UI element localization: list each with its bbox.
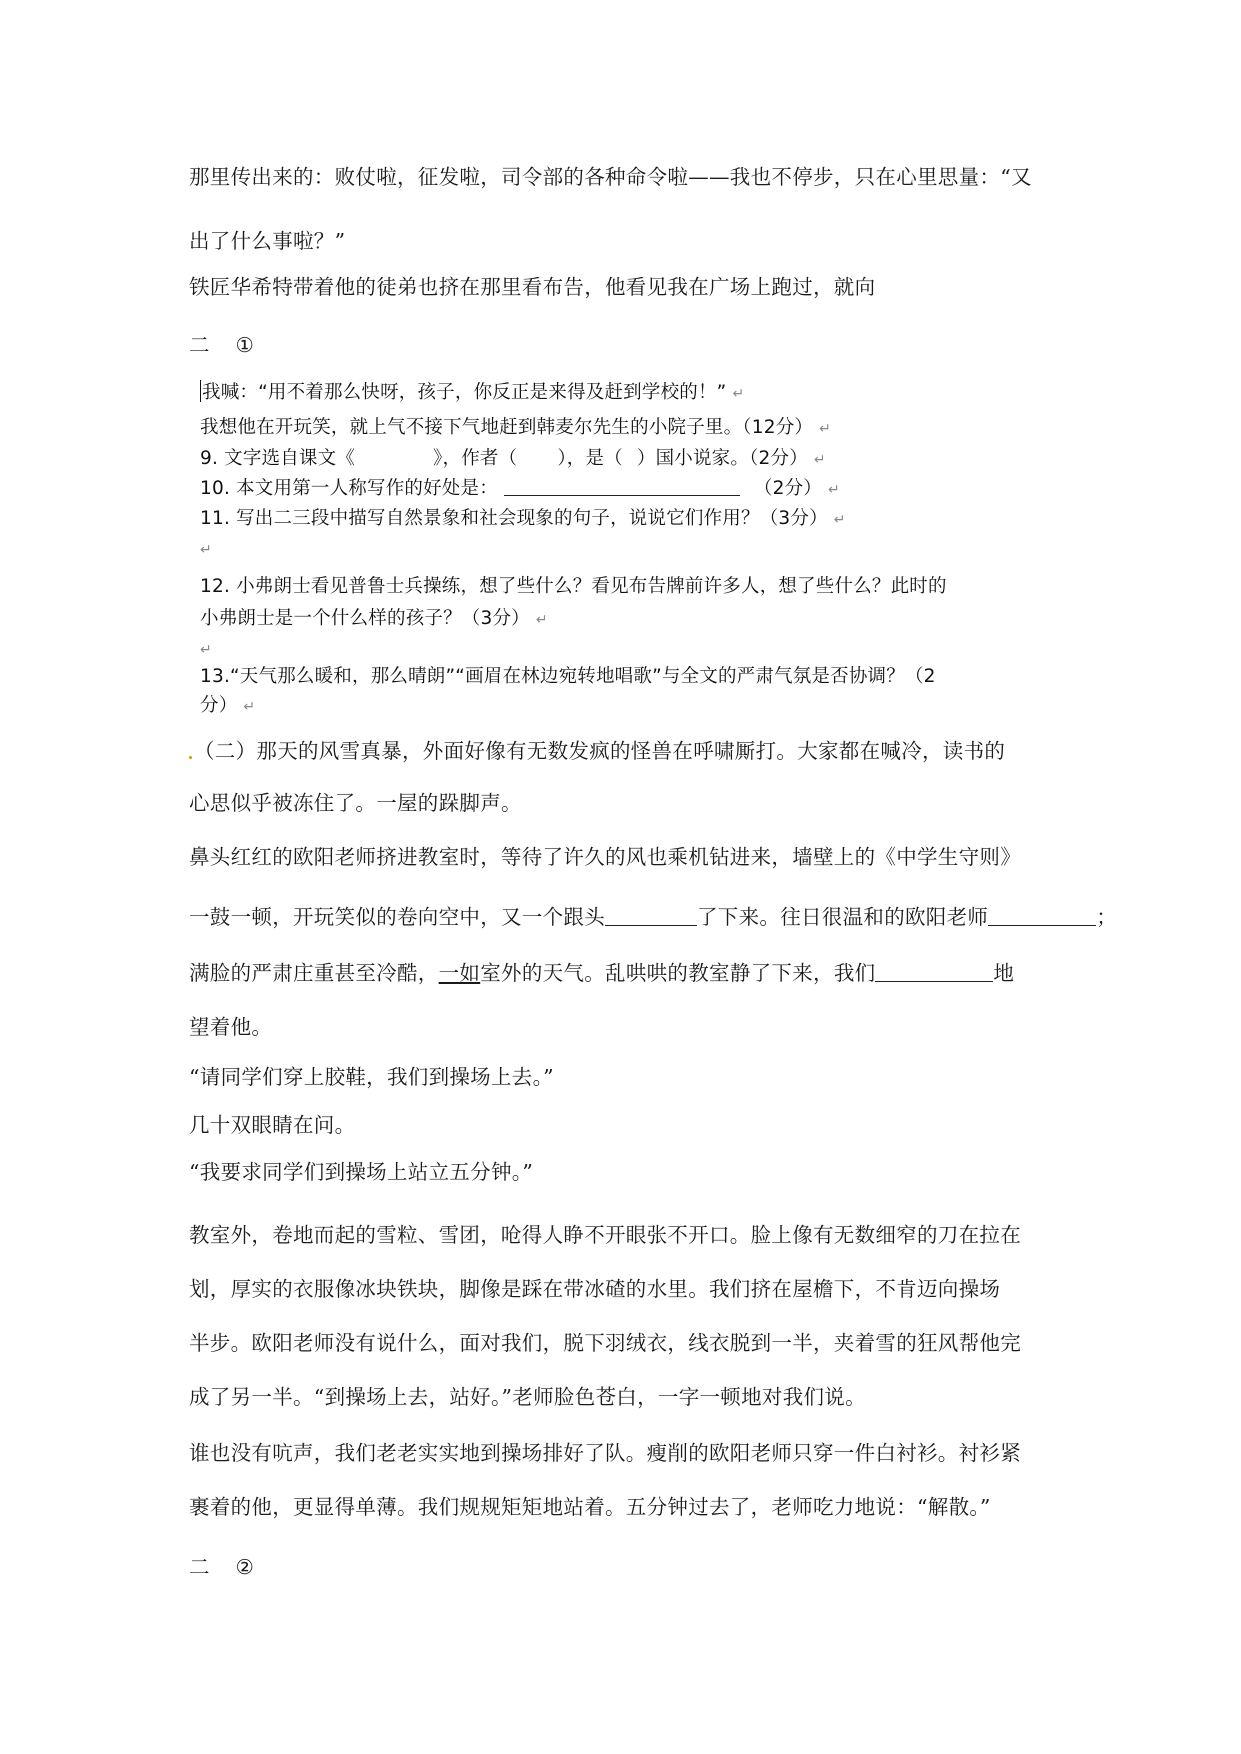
text-line: 谁也没有吭声，我们老老实实地到操场排好了队。瘦削的欧阳老师只穿一件白衬衫。衬衫紧 (189, 1441, 1021, 1465)
text-line: 划，厚实的衣服像冰块铁块，脚像是踩在带冰碴的水里。我们挤在屋檐下，不肯迈向操场 (189, 1277, 1001, 1301)
question-13-cont: 分） ↵ (200, 695, 256, 716)
underlined-text: 一如 (438, 961, 481, 985)
empty-paragraph-mark: ↵ (200, 642, 212, 658)
question-12-cont: 小弗朗士是一个什么样的孩子？（3分） ↵ (200, 608, 548, 629)
question-13: 13.“天气那么暖和，那么晴朗”“画眉在林边宛转地唱歌”与全文的严肃气氛是否协调？（2 (200, 666, 936, 687)
section-heading-1 (189, 328, 254, 358)
text-cursor (200, 380, 201, 402)
text-line-with-blanks: 一鼓一顿，开玩笑似的卷向空中，又一个跟头 了下来。往日很温和的欧阳老师 ； (189, 905, 1118, 929)
section-number: 二 (189, 333, 210, 357)
marker-dot (189, 756, 192, 759)
text-line: 成了另一半。“到操场上去，站好。”老师脸色苍白，一字一顿地对我们说。 (189, 1385, 866, 1409)
section-number: 二 (189, 1555, 210, 1579)
text-line: 铁匠华希特带着他的徒弟也挤在那里看布告，他看见我在广场上跑过，就向 (189, 275, 876, 299)
text-line: 几十双眼睛在问。 (189, 1113, 356, 1137)
question-9: 9. 文字选自课文《 》，作者（ ），是（ ）国小说家。（2分） ↵ (200, 448, 826, 469)
text-line: 出了什么事啦？” (189, 229, 346, 253)
text-line: 那里传出来的：败仗啦，征发啦，司令部的各种命令啦——我也不停步，只在心里思量：“又 (189, 165, 1032, 189)
section-circle-number: ② (235, 1555, 254, 1579)
question-12: 12. 小弗朗士看见普鲁士兵操练，想了些什么？看见布告牌前许多人，想了些什么？此时的 (200, 576, 947, 597)
question-10: 10. 本文用第一人称写作的好处是： （2分） ↵ (200, 478, 840, 499)
text-line: “请同学们穿上胶鞋，我们到操场上去。” (189, 1065, 554, 1089)
text-line: 望着他。 (189, 1015, 273, 1039)
question-11: 11. 写出二三段中描写自然景象和社会现象的句子，说说它们作用？（3分） ↵ (200, 508, 846, 529)
text-line: （二）那天的风雪真暴，外面好像有无数发疯的怪兽在呼啸厮打。大家都在喊冷，读书的 (189, 734, 1005, 764)
answer-blank[interactable] (988, 907, 1096, 926)
text-line: 鼻头红红的欧阳老师挤进教室时，等待了许久的风也乘机钻进来，墙壁上的《中学生守则》 (189, 845, 1021, 869)
text-line: 教室外，卷地而起的雪粒、雪团，呛得人睁不开眼张不开口。脸上像有无数细窄的刀在拉在 (189, 1223, 1021, 1247)
answer-blank[interactable] (605, 907, 697, 926)
text-line: “我要求同学们到操场上站立五分钟。” (189, 1160, 534, 1184)
answer-blank[interactable] (875, 963, 993, 982)
text-line-with-blanks: 满脸的严肃庄重甚至冷酷，一如室外的天气。乱哄哄的教室静了下来，我们 地 (189, 961, 1015, 985)
text-line: 心思似乎被冻住了。一屋的跺脚声。 (189, 791, 522, 815)
text-line: 半步。欧阳老师没有说什么，面对我们，脱下羽绒衣，线衣脱到一半，夹着雪的狂风帮他完 (189, 1331, 1021, 1355)
text-line: 裹着的他，更显得单薄。我们规规矩矩地站着。五分钟过去了，老师吃力地说：“解散。” (189, 1495, 991, 1519)
section-circle-number: ① (235, 333, 254, 357)
empty-paragraph-mark: ↵ (200, 542, 212, 558)
section-heading-2 (189, 1550, 254, 1580)
answer-blank[interactable] (504, 477, 740, 496)
question-line: 我喊：“用不着那么快呀，孩子，你反正是来得及赶到学校的！” ↵ (202, 382, 745, 403)
question-line: 我想他在开玩笑，就上气不接下气地赶到韩麦尔先生的小院子里。（12分） ↵ (200, 417, 832, 438)
question-insert-block (198, 378, 1028, 716)
